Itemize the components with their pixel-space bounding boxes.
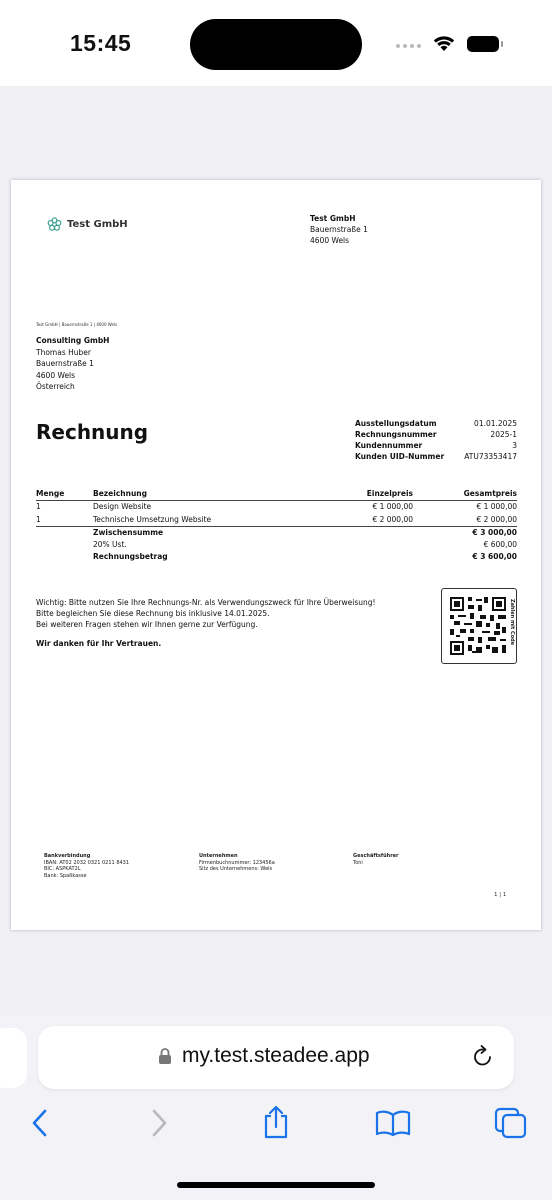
reload-icon[interactable]: [470, 1044, 496, 1070]
url-text[interactable]: my.test.steadee.app: [182, 1044, 370, 1067]
return-address-line: Test GmbH | Bauernstraße 1 | 4600 Wels: [36, 322, 118, 327]
logo-text: Test GmbH: [67, 219, 128, 230]
footer-bank: Bankverbindung IBAN: AT02 2032 0321 0211 8431 BIC: ASPKAT2L Bank: Spaßkasse: [44, 853, 130, 879]
tabs-icon[interactable]: [494, 1107, 528, 1139]
recipient-company: Consulting GmbH: [36, 336, 110, 345]
pdf-viewer[interactable]: [0, 86, 552, 1016]
table-header: Menge Bezeichnung Einzelpreis Gesamtpreis: [36, 488, 517, 501]
note-line: Bei weiteren Fragen stehen wir Ihnen gerne zur Verfügung.: [36, 620, 258, 630]
address-bar[interactable]: [38, 1026, 514, 1089]
meta-row: Ausstellungsdatum 01.01.2025: [355, 419, 517, 428]
table-row: 1 Design Website € 1 000,00 € 1 000,00: [36, 502, 517, 512]
subtotal-row: Zwischensumme € 3 000,00: [36, 526, 517, 539]
sender-street: Bauernstraße 1: [310, 225, 368, 234]
note-line: Bitte begleichen Sie diese Rechnung bis inklusive 14.01.2025.: [36, 609, 270, 619]
sender-address: [310, 213, 368, 246]
recipient-address: [36, 335, 109, 393]
table-row: 1 Technische Umsetzung Website € 2 000,00 € 2 000,00: [36, 514, 517, 524]
invoice-page: [11, 180, 541, 930]
qr-code-icon: [450, 597, 506, 655]
recipient-person: Thomas Huber: [36, 347, 91, 357]
back-icon[interactable]: [29, 1108, 51, 1138]
bookmarks-icon[interactable]: [375, 1109, 411, 1137]
qr-label: Zahlen mit Code: [509, 599, 515, 646]
lock-icon: [158, 1047, 172, 1065]
footer-company: Unternehmen Firmenbuchnummer: 123456a Sitz des Unternehmens: Wels: [199, 853, 275, 872]
invoice-meta: [355, 418, 517, 462]
sender-city: 4600 Wels: [310, 236, 350, 245]
note-line: Wichtig: Bitte nutzen Sie Ihre Rechnungs-Nr. als Verwendungszweck für Ihre Überweisung!: [36, 598, 376, 607]
meta-row: Kunden UID-Nummer ATU73353417: [355, 452, 517, 461]
previous-tab-preview[interactable]: [0, 1028, 27, 1088]
cellular-signal-icon: [396, 44, 421, 48]
status-bar: [0, 0, 552, 86]
total-row: Rechnungsbetrag € 3 600,00: [93, 552, 517, 562]
battery-icon: [467, 36, 499, 52]
page-number: 1 | 1: [494, 892, 507, 898]
meta-row: Kundennummer 3: [355, 441, 517, 450]
dynamic-island: [190, 19, 362, 70]
footer-ceo: Geschäftsführer Toni: [353, 853, 399, 866]
wifi-icon: [432, 34, 456, 52]
line-items-table: [36, 488, 517, 563]
company-logo: [47, 217, 128, 232]
recipient-country: Österreich: [36, 382, 75, 391]
home-indicator: [177, 1182, 375, 1188]
forward-icon[interactable]: [148, 1108, 170, 1138]
sender-name: Test GmbH: [310, 214, 356, 223]
invoice-title: Rechnung: [36, 420, 149, 444]
payment-qr-code: [441, 588, 517, 664]
meta-row: Rechnungsnummer 2025-1: [355, 430, 517, 439]
payment-notes: [36, 597, 416, 631]
share-icon[interactable]: [261, 1104, 291, 1140]
thank-you-text: Wir danken für Ihr Vertrauen.: [36, 639, 162, 648]
browser-toolbar: [0, 1016, 552, 1200]
recipient-city: 4600 Wels: [36, 370, 76, 380]
tax-row: 20% Ust. € 600,00: [93, 539, 517, 549]
recipient-street: Bauernstraße 1: [36, 359, 94, 368]
clock: 15:45: [70, 30, 132, 56]
flower-logo-icon: [47, 217, 62, 232]
